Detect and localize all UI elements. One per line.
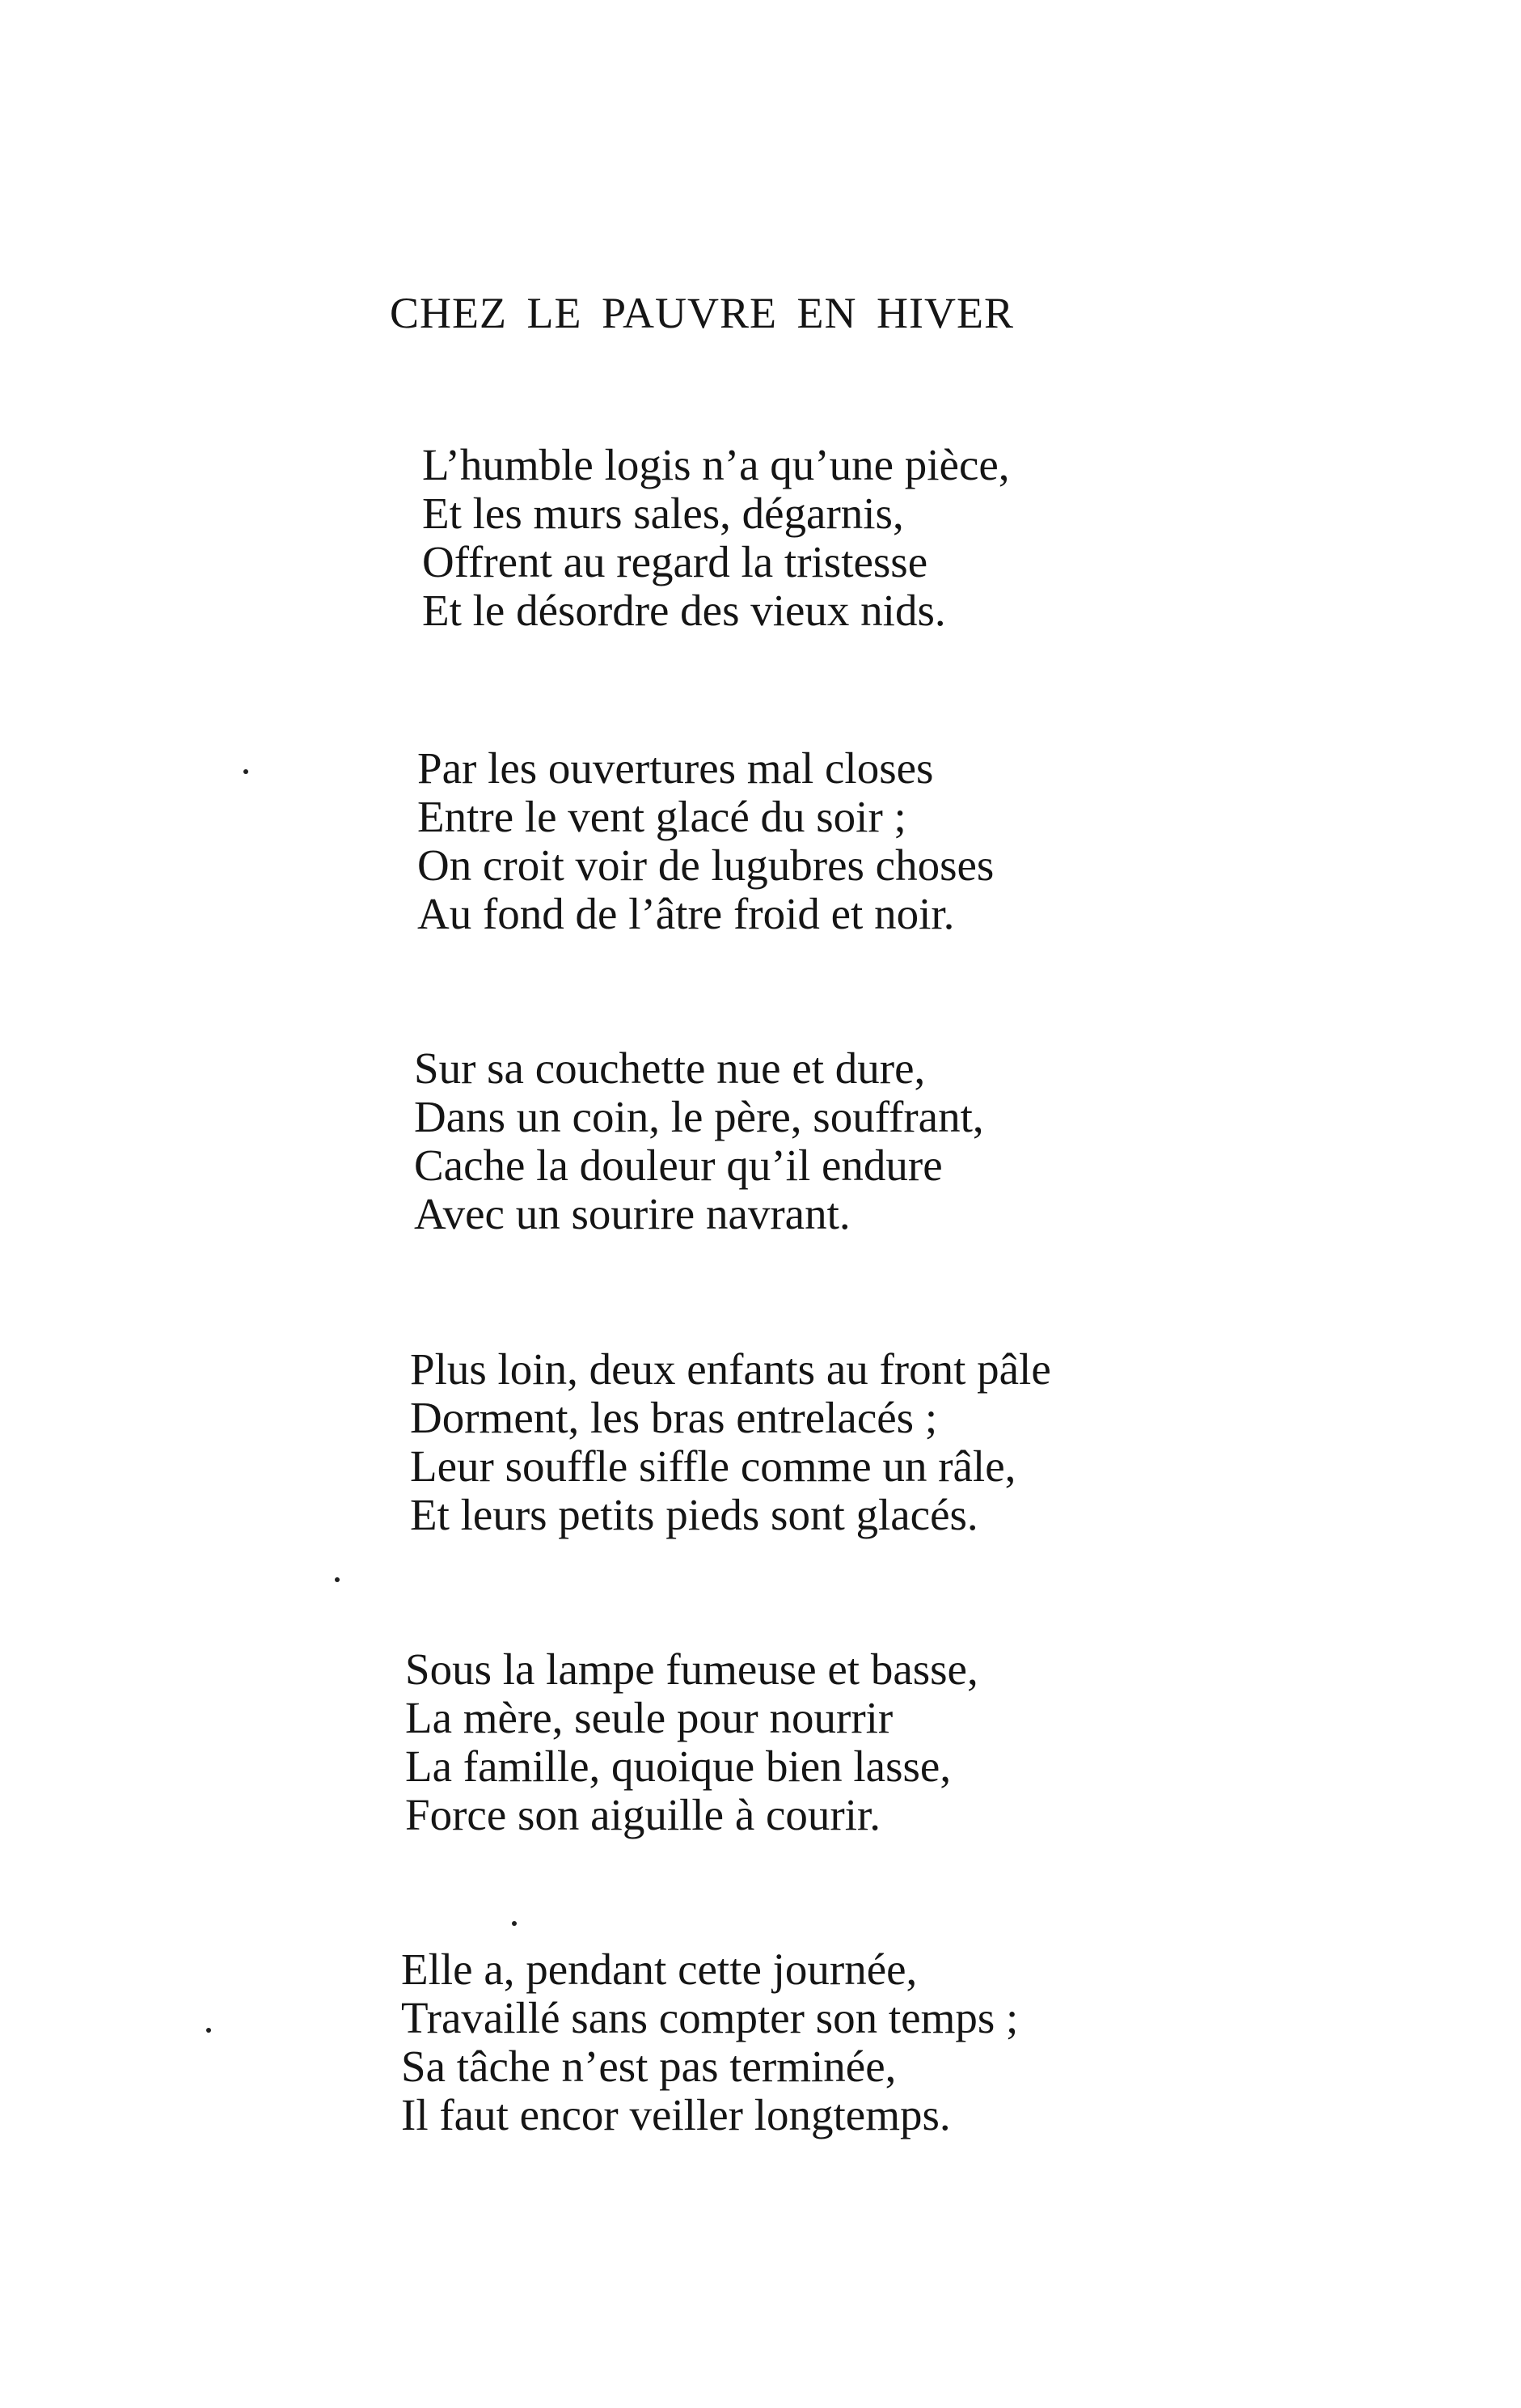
stanza [417,744,1226,938]
verse-line: Avec un sourire navrant. [414,1189,851,1238]
verse-line: Sur sa couchette nue et dure, [414,1043,926,1093]
stanza [401,1945,1210,2139]
poem-title: CHEZ LE PAUVRE EN HIVER [390,289,1014,337]
verse-line: Sa tâche n’est pas terminée, [401,2042,897,2091]
verse-line: Et le désordre des vieux nids. [422,586,946,635]
stanza [414,1044,1223,1238]
verse-line: Leur souffle siffle comme un râle, [410,1441,1016,1491]
verse-line: Par les ouvertures mal closes [417,743,934,793]
ink-speck [206,2028,211,2033]
verse-line: Offrent au regard la tristesse [422,537,928,586]
stanza [405,1645,1214,1839]
verse-line: Au fond de l’âtre froid et noir. [417,889,955,938]
verse-line: Et les murs sales, dégarnis, [422,489,904,538]
verse-line: On croit voir de lugubres choses [417,840,995,890]
verse-line: La famille, quoique bien lasse, [405,1741,952,1791]
verse-line: Cache la douleur qu’il endure [414,1141,943,1190]
verse-line: L’humble logis n’a qu’une pièce, [422,440,1010,489]
stanza [422,441,1231,635]
verse-line: Elle a, pendant cette journée, [401,1945,918,1994]
verse-line: Dans un coin, le père, souffrant, [414,1092,984,1141]
verse-line: La mère, seule pour nourrir [405,1693,894,1742]
stanza [410,1345,1219,1539]
verse-line: Plus loin, deux enfants au front pâle [410,1344,1051,1394]
verse-line: Et leurs petits pieds sont glacés. [410,1490,978,1539]
ink-speck [512,1921,517,1926]
ink-speck [335,1577,340,1582]
verse-line: Entre le vent glacé du soir ; [417,792,906,841]
verse-line: Force son aiguille à courir. [405,1790,881,1839]
verse-line: Sous la lampe fumeuse et basse, [405,1644,978,1694]
ink-speck [243,769,248,774]
verse-line: Travaillé sans compter son temps ; [401,1993,1019,2042]
verse-line: Dorment, les bras entrelacés ; [410,1393,938,1442]
verse-line: Il faut encor veiller longtemps. [401,2090,951,2139]
